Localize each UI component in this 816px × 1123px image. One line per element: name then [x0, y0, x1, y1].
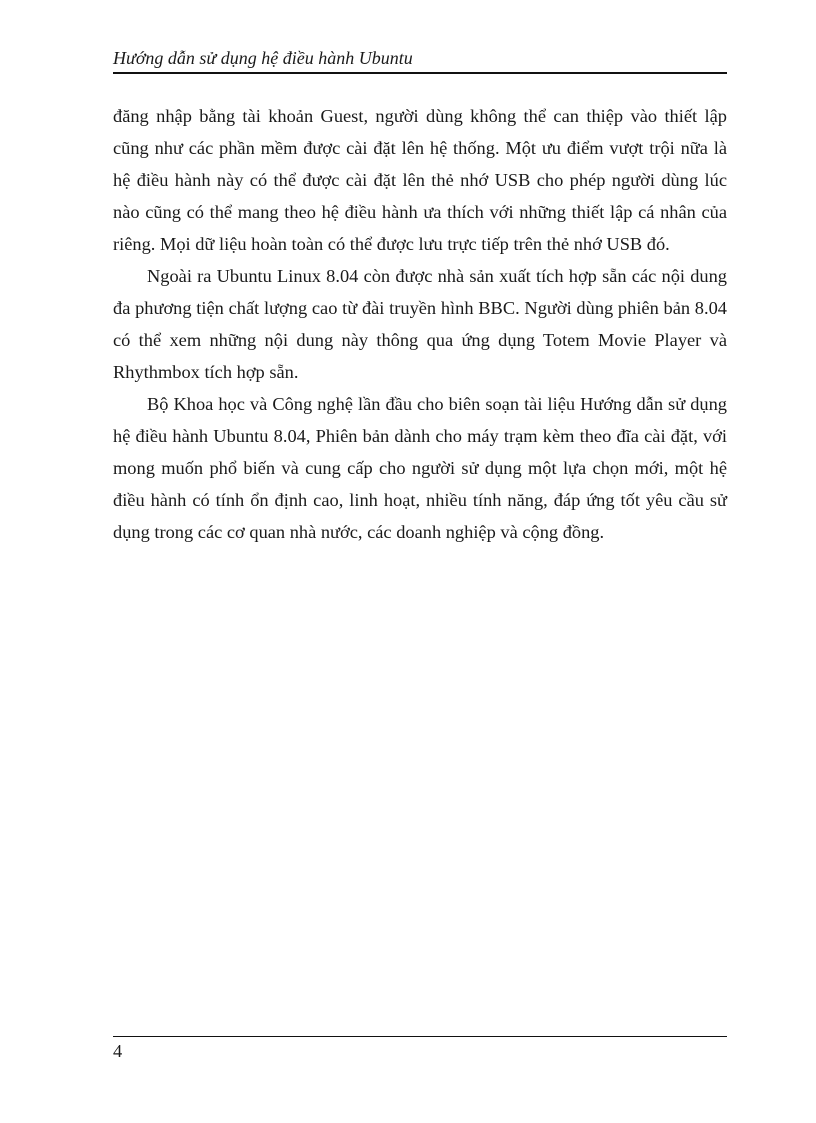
page-footer — [113, 1036, 727, 1061]
page-body — [113, 100, 727, 548]
running-header-title: Hướng dẫn sử dụng hệ điều hành Ubuntu — [113, 48, 413, 68]
page-number: 4 — [113, 1041, 123, 1061]
paragraph-continuation: đăng nhập bằng tài khoản Guest, người dùng không thể can thiệp vào thiết lập cũng như các phần mềm được cài đặt lên hệ thống. Một ưu điểm vượt trội nữa là hệ điều hành này có thể được cài đặt lên thẻ nhớ USB cho phép người dùng lúc nào cũng có thể mang theo hệ điều hành ưa thích với những thiết lập cá nhân của riêng. Mọi dữ liệu hoàn toàn có thể được lưu trực tiếp trên thẻ nhớ USB đó. — [113, 106, 727, 254]
paragraph-multimedia: Ngoài ra Ubuntu Linux 8.04 còn được nhà sản xuất tích hợp sẵn các nội dung đa phương tiện chất lượng cao từ đài truyền hình BBC. Người dùng phiên bản 8.04 có thể xem những nội dung này thông qua ứng dụng Totem Movie Player và Rhythmbox tích hợp sẵn. — [113, 266, 727, 382]
page-header — [113, 46, 727, 74]
paragraph-ministry: Bộ Khoa học và Công nghệ lần đầu cho biên soạn tài liệu Hướng dẫn sử dụng hệ điều hành Ubuntu 8.04, Phiên bản dành cho máy trạm kèm theo đĩa cài đặt, với mong muốn phổ biến và cung cấp cho người sử dụng một lựa chọn mới, một hệ điều hành có tính ổn định cao, linh hoạt, nhiều tính năng, đáp ứng tốt yêu cầu sử dụng trong các cơ quan nhà nước, các doanh nghiệp và cộng đồng. — [113, 394, 727, 542]
